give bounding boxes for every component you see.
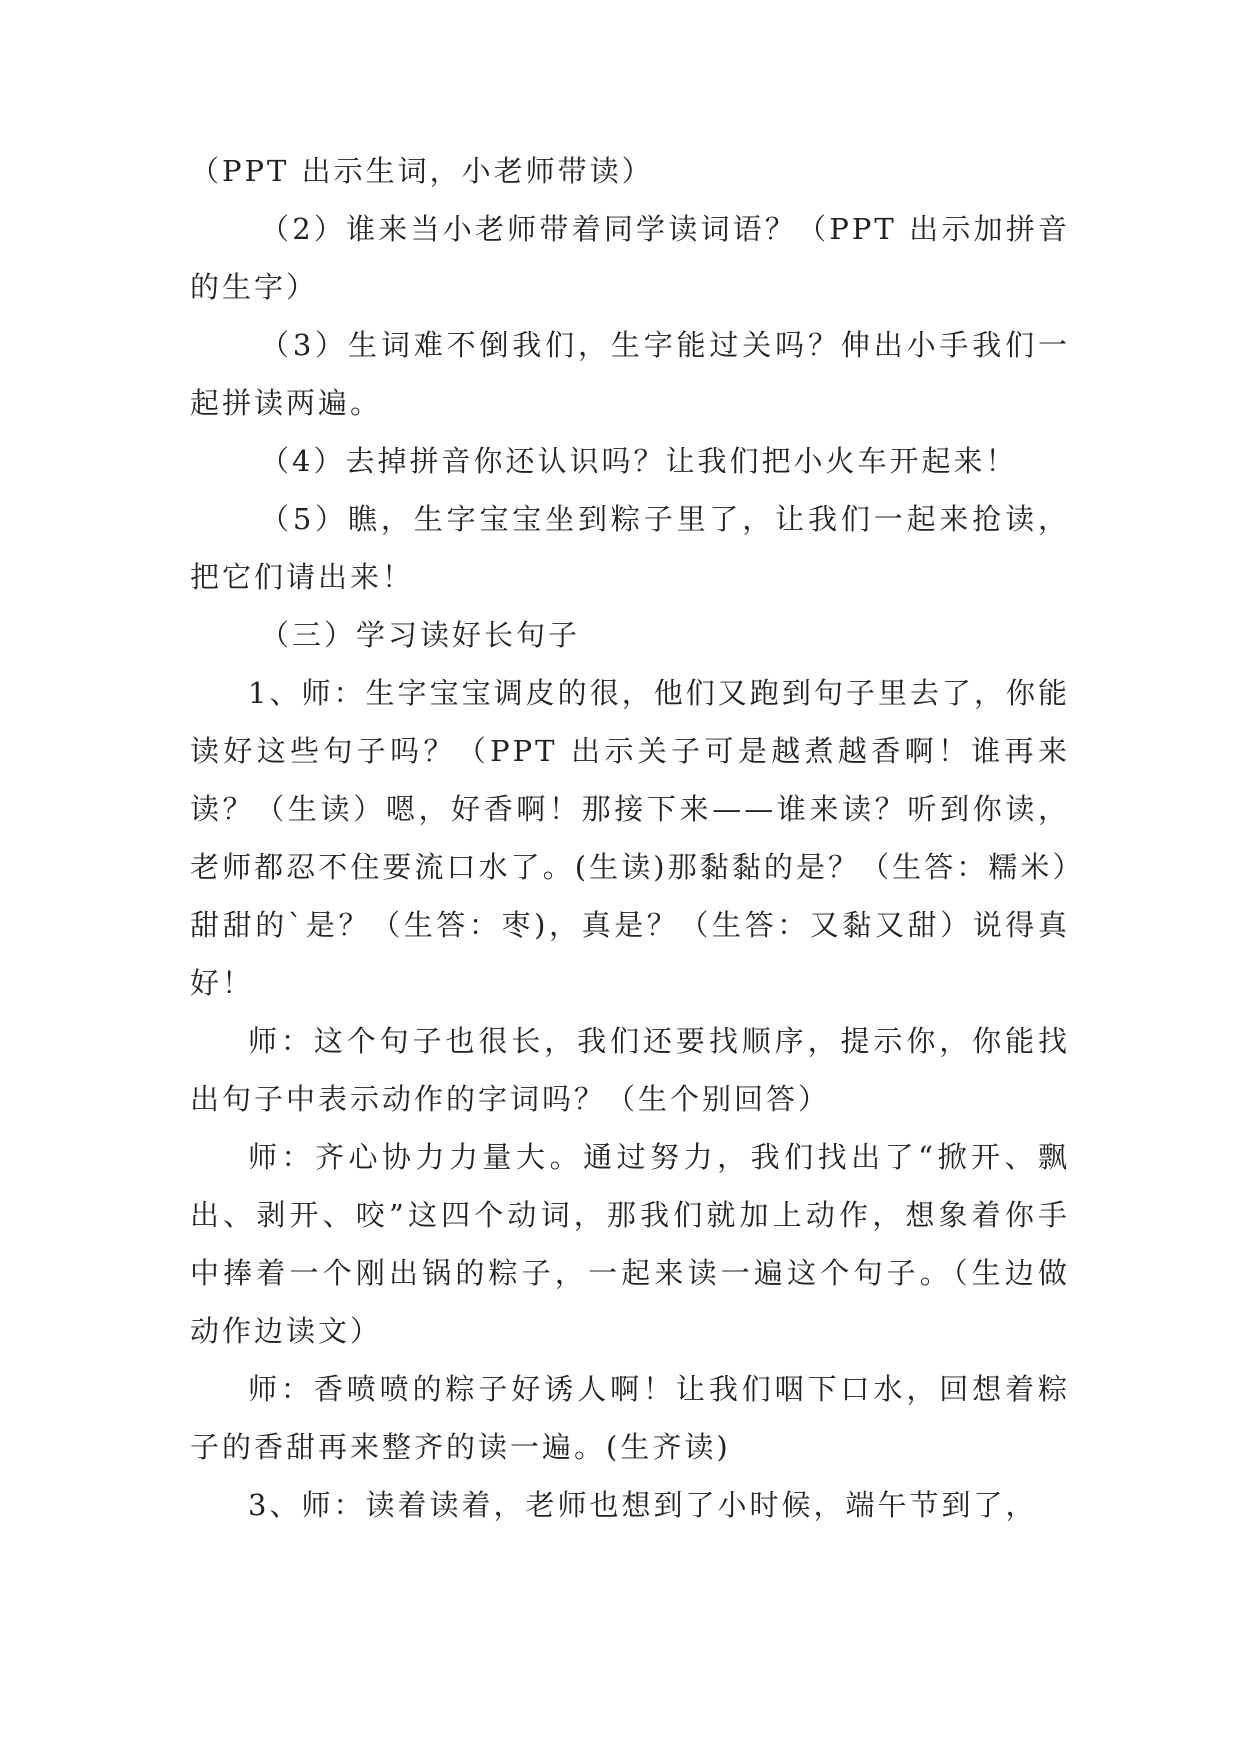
paragraph-teacher-1: 1、师：生字宝宝调皮的很，他们又跑到句子里去了，你能读好这些句子吗？（PPT 出示关子可是越煮越香啊！谁再来读？（生读）嗯，好香啊！那接下来——谁来读？听到你读，老师都忍不住要流口水了。(生读)那黏黏的是？（生答：糯米）甜甜的`是？（生答：枣)，真是？（生答：又黏又甜）说得真好！ <box>190 676 1070 1000</box>
paragraph-step-5: （5）瞧，生字宝宝坐到粽子里了，让我们一起来抢读，把它们请出来！ <box>190 502 1070 594</box>
paragraph-step-2: （2）谁来当小老师带着同学读词语？（PPT 出示加拼音的生字） <box>190 212 1070 304</box>
document-page <box>190 142 1070 1534</box>
paragraph-teacher-5: 3、师：读着读着，老师也想到了小时候，端午节到了， <box>248 1488 1038 1522</box>
section-heading-3: （三）学习读好长句子 <box>260 618 581 652</box>
paragraph-step-3: （3）生词难不倒我们，生字能过关吗？伸出小手我们一起拼读两遍。 <box>190 328 1070 420</box>
paragraph-step-4: （4）去掉拼音你还认识吗？让我们把小火车开起来！ <box>260 444 1018 478</box>
paragraph-teacher-3: 师：齐心协力力量大。通过努力，我们找出了“掀开、飘出、剥开、咬”这四个动词，那我们就加上动作，想象着你手中捧着一个刚出锅的粽子，一起来读一遍这个句子。（生边做动作边读文） <box>190 1140 1070 1348</box>
paragraph-teacher-4: 师：香喷喷的粽子好诱人啊！让我们咽下口水，回想着粽子的香甜再来整齐的读一遍。(生齐读) <box>190 1372 1070 1464</box>
paragraph-teacher-2: 师：这个句子也很长，我们还要找顺序，提示你，你能找出句子中表示动作的字词吗？（生个别回答） <box>190 1024 1070 1116</box>
paragraph-ppt-vocab: （PPT 出示生词，小老师带读） <box>190 154 654 188</box>
